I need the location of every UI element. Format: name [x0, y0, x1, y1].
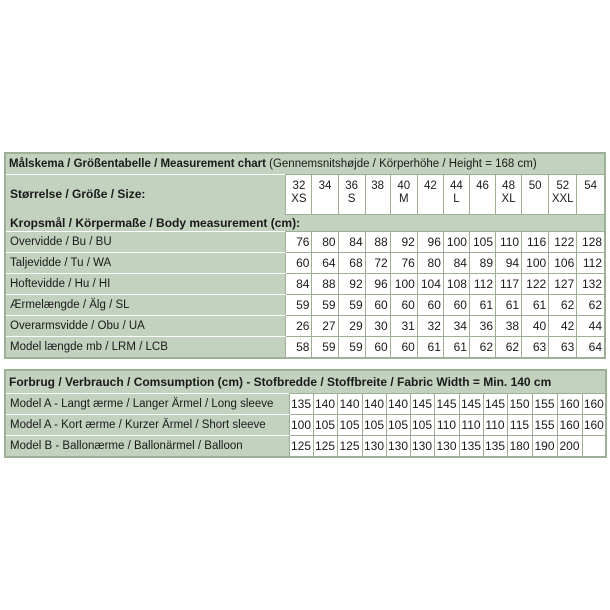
table-cell: 92 — [338, 274, 365, 295]
table-cell: 105 — [410, 415, 434, 436]
table-cell: 84 — [338, 232, 365, 253]
size-number: 52 — [556, 180, 570, 192]
table-row — [5, 274, 605, 295]
table-cell: 200 — [557, 436, 582, 458]
measurement-chart-table — [4, 152, 606, 359]
table-cell: 68 — [338, 253, 365, 274]
table-cell: 31 — [390, 316, 417, 337]
row-label: Taljevidde / Tu / WA — [5, 253, 286, 274]
table-cell: 125 — [313, 436, 337, 458]
table-cell: 190 — [532, 436, 557, 458]
table-cell: 110 — [496, 232, 522, 253]
table-cell: 63 — [549, 337, 577, 359]
size-number: 34 — [318, 180, 332, 192]
table-cell: 110 — [483, 415, 507, 436]
row-label: Ærmelængde / Älg / SL — [5, 295, 286, 316]
table-cell: 40 — [522, 316, 549, 337]
row-label: Hoftevidde / Hu / HI — [5, 274, 286, 295]
table-row — [5, 415, 606, 436]
table-cell: 130 — [362, 436, 386, 458]
size-number: 38 — [371, 180, 385, 192]
table-row — [5, 316, 605, 337]
table-cell: 60 — [443, 295, 469, 316]
table-cell: 96 — [417, 232, 443, 253]
table-cell: 84 — [443, 253, 469, 274]
table-cell: 145 — [434, 394, 459, 415]
size-cell — [286, 175, 312, 215]
table-cell: 62 — [549, 295, 577, 316]
table-row — [5, 394, 606, 415]
table-row — [5, 232, 605, 253]
table-cell: 60 — [286, 253, 312, 274]
size-letter: XXL — [551, 193, 574, 206]
table-cell: 155 — [532, 394, 557, 415]
table-cell: 59 — [286, 295, 312, 316]
size-cell — [522, 175, 549, 215]
table-cell: 34 — [443, 316, 469, 337]
size-number: 50 — [528, 180, 542, 192]
table-cell: 108 — [443, 274, 469, 295]
size-cell — [338, 175, 365, 215]
table-cell: 64 — [577, 337, 605, 359]
size-cell — [365, 175, 390, 215]
table-cell: 89 — [469, 253, 495, 274]
measurement-title-bold: Målskema / Größentabelle / Measurement chart — [9, 157, 266, 170]
table-cell: 140 — [313, 394, 337, 415]
table-cell: 115 — [507, 415, 532, 436]
table-cell: 58 — [286, 337, 312, 359]
table-cell: 62 — [469, 337, 495, 359]
table-cell: 112 — [577, 253, 605, 274]
table-cell: 135 — [289, 394, 313, 415]
table-cell: 128 — [577, 232, 605, 253]
table-cell: 135 — [483, 436, 507, 458]
table-cell: 59 — [338, 295, 365, 316]
table-cell: 26 — [286, 316, 312, 337]
table-cell: 100 — [390, 274, 417, 295]
table-cell: 105 — [313, 415, 337, 436]
table-cell: 59 — [312, 337, 338, 359]
size-letter: L — [453, 193, 460, 206]
table-cell: 88 — [365, 232, 390, 253]
table-cell: 96 — [365, 274, 390, 295]
table-cell: 60 — [390, 295, 417, 316]
table-cell: 100 — [443, 232, 469, 253]
table-cell: 62 — [496, 337, 522, 359]
table-cell: 63 — [522, 337, 549, 359]
table-cell: 122 — [549, 232, 577, 253]
table-cell: 29 — [338, 316, 365, 337]
table-row — [5, 253, 605, 274]
table-cell: 105 — [337, 415, 362, 436]
table-cell: 145 — [410, 394, 434, 415]
size-cell — [443, 175, 469, 215]
table-cell: 60 — [390, 337, 417, 359]
table-cell: 92 — [390, 232, 417, 253]
table-cell: 145 — [483, 394, 507, 415]
table-cell: 117 — [496, 274, 522, 295]
table-cell: 80 — [312, 232, 338, 253]
table-cell: 125 — [337, 436, 362, 458]
size-letter: XS — [291, 193, 307, 206]
table-cell: 160 — [582, 394, 606, 415]
measurement-title-row — [5, 153, 605, 175]
table-cell: 140 — [362, 394, 386, 415]
size-cell — [496, 175, 522, 215]
row-label: Overvidde / Bu / BU — [5, 232, 286, 253]
table-cell: 59 — [338, 337, 365, 359]
table-cell: 110 — [459, 415, 483, 436]
table-cell: 44 — [577, 316, 605, 337]
table-cell: 76 — [286, 232, 312, 253]
measurement-title-height: (Gennemsnitshøjde / Körperhöhe / Height = 168 cm) — [265, 157, 537, 170]
table-cell: 110 — [434, 415, 459, 436]
table-row — [5, 436, 606, 458]
row-label: Overarmsvidde / Obu / UA — [5, 316, 286, 337]
table-cell: 61 — [443, 337, 469, 359]
consumption-title-row — [5, 370, 606, 394]
size-cell — [469, 175, 495, 215]
size-cell — [549, 175, 577, 215]
table-cell: 106 — [549, 253, 577, 274]
table-cell: 62 — [577, 295, 605, 316]
size-label: Størrelse / Größe / Size: — [5, 175, 286, 215]
row-label: Model B - Ballonærme / Ballonärmel / Balloon — [5, 436, 289, 458]
table-cell: 80 — [417, 253, 443, 274]
table-cell: 105 — [386, 415, 410, 436]
table-cell: 104 — [417, 274, 443, 295]
size-number: 42 — [423, 180, 437, 192]
table-cell: 135 — [459, 436, 483, 458]
size-cell — [417, 175, 443, 215]
table-cell: 145 — [459, 394, 483, 415]
measurement-title — [5, 153, 605, 175]
table-cell: 105 — [469, 232, 495, 253]
table-cell: 180 — [507, 436, 532, 458]
table-cell: 60 — [417, 295, 443, 316]
table-cell: 72 — [365, 253, 390, 274]
size-number: 36 — [345, 180, 358, 192]
table-row — [5, 337, 605, 359]
size-number: 46 — [476, 180, 489, 192]
table-cell: 59 — [312, 295, 338, 316]
size-cell — [312, 175, 338, 215]
size-letter: M — [398, 193, 409, 206]
table-cell: 76 — [390, 253, 417, 274]
table-cell: 155 — [532, 415, 557, 436]
table-cell: 88 — [312, 274, 338, 295]
table-cell: 42 — [549, 316, 577, 337]
consumption-table — [4, 369, 607, 458]
table-cell: 64 — [312, 253, 338, 274]
table-cell: 140 — [386, 394, 410, 415]
table-cell: 60 — [365, 337, 390, 359]
table-cell: 36 — [469, 316, 495, 337]
table-cell: 116 — [522, 232, 549, 253]
size-number: 48 — [502, 180, 515, 192]
table-cell: 127 — [549, 274, 577, 295]
table-cell: 130 — [386, 436, 410, 458]
table-cell: 61 — [469, 295, 495, 316]
size-row — [5, 175, 605, 215]
table-cell: 30 — [365, 316, 390, 337]
size-number: 44 — [450, 180, 463, 192]
size-number: 32 — [292, 180, 306, 192]
table-cell: 100 — [289, 415, 313, 436]
table-cell: 112 — [469, 274, 495, 295]
size-cell — [390, 175, 417, 215]
table-cell: 160 — [557, 415, 582, 436]
table-cell: 27 — [312, 316, 338, 337]
table-cell: 140 — [337, 394, 362, 415]
table-cell: 130 — [410, 436, 434, 458]
size-letter: XL — [501, 193, 516, 206]
row-label: Model A - Kort ærme / Kurzer Ärmel / Short sleeve — [5, 415, 289, 436]
body-measurement-heading-row — [5, 215, 605, 232]
table-cell: 84 — [286, 274, 312, 295]
table-cell: 130 — [434, 436, 459, 458]
table-row — [5, 295, 605, 316]
table-cell: 122 — [522, 274, 549, 295]
table-cell: 105 — [362, 415, 386, 436]
body-measurement-heading: Kropsmål / Körpermaße / Body measurement (cm): — [5, 215, 605, 232]
table-cell: 61 — [417, 337, 443, 359]
size-letter: S — [347, 193, 356, 206]
table-cell: 160 — [557, 394, 582, 415]
table-cell: 38 — [496, 316, 522, 337]
table-cell: 32 — [417, 316, 443, 337]
table-cell: 160 — [582, 415, 606, 436]
size-cell — [577, 175, 605, 215]
table-cell: 94 — [496, 253, 522, 274]
table-cell: 61 — [522, 295, 549, 316]
size-number: 54 — [584, 180, 598, 192]
table-cell: 132 — [577, 274, 605, 295]
table-cell: 61 — [496, 295, 522, 316]
table-cell: 100 — [522, 253, 549, 274]
consumption-title: Forbrug / Verbrauch / Comsumption (cm) - Stofbredde / Stoffbreite / Fabric Width = Min. 140 cm — [5, 370, 606, 394]
row-label: Model længde mb / LRM / LCB — [5, 337, 286, 359]
row-label: Model A - Langt ærme / Langer Ärmel / Long sleeve — [5, 394, 289, 415]
size-number: 40 — [397, 180, 411, 192]
table-cell: 60 — [365, 295, 390, 316]
table-cell: 125 — [289, 436, 313, 458]
table-cell: 150 — [507, 394, 532, 415]
